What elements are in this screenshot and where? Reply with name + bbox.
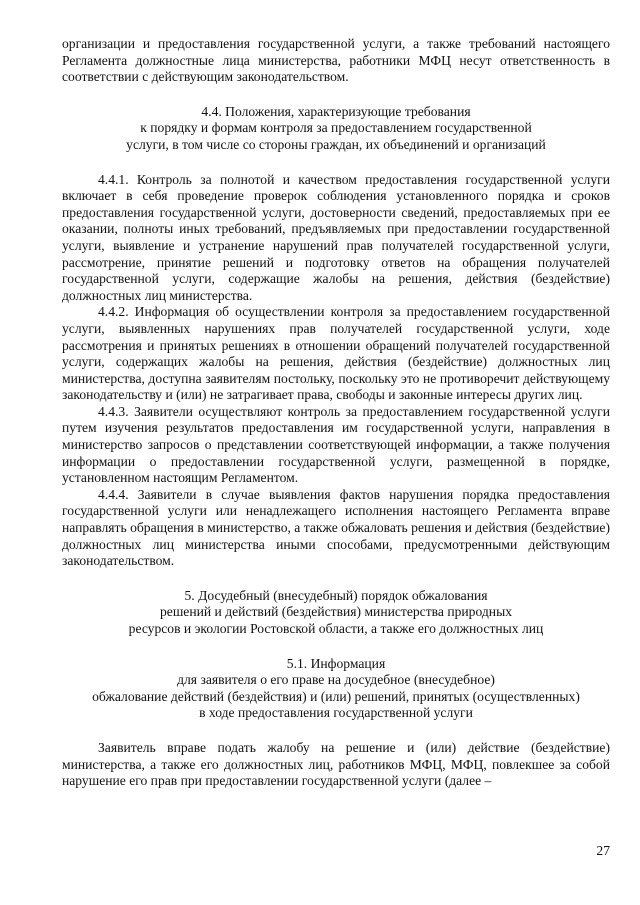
heading-line: 5. Досудебный (внесудебный) порядок обжалования [184, 587, 488, 603]
heading-line: услуги, в том числе со стороны граждан, их объединений и организаций [126, 136, 546, 152]
page-number: 27 [596, 843, 610, 858]
paragraph-4-4-1: 4.4.1. Контроль за полнотой и качеством предоставления государственной услуги включает в себя проведение проверок соблюдения установленного порядка и сроков предоставления государственной услуги, достоверности сведений, предоставляемых при ее оказании, полноты иных требований, предъявляемых при предоставлении государственной услуги, выявление и устранение нарушений прав получателей государственной услуги, рассмотрение, принятие решений и подготовку ответов на обращения получателей государственной услуги, содержащие жалобы на решения, действия (бездействие) должностных лиц министерства. [62, 171, 610, 303]
spacer [62, 86, 610, 104]
section-5-1-heading [62, 656, 610, 722]
heading-line: 5.1. Информация [286, 655, 386, 671]
spacer [62, 154, 610, 172]
intro-paragraph: организации и предоставления государственной услуги, а также требований настоящего Регламента должностные лица министерства, работники МФЦ несут ответственность в соответствии с действующим законодательством. [62, 36, 610, 85]
heading-line: в ходе предоставления государственной услуги [199, 705, 473, 721]
heading-line: ресурсов и экологии Ростовской области, а также его должностных лиц [128, 621, 544, 636]
paragraph-4-4-2: 4.4.2. Информация об осуществлении контроля за предоставлением государственной услуги, выявленных нарушениях прав получателей государственной услуги, ходе рассмотрения и принятых решениях в отношении обращений получателей государственной услуги, содержащих жалобы на решения, действия (бездействие) должностных лиц министерства, доступна заявителям постольку, поскольку это не противоречит действующему законодательству и (или) не затрагивает права, свободы и законные интересы других лиц. [62, 304, 610, 403]
heading-line: решений и действий (бездействия) министерства природных [160, 604, 512, 620]
spacer [62, 570, 610, 588]
heading-line: к порядку и формам контроля за предоставлением государственной [140, 120, 532, 136]
heading-line: обжалование действий (бездействия) и (или) решений, принятых (осуществленных) [92, 688, 580, 704]
spacer [62, 638, 610, 656]
section-5-heading [62, 588, 610, 638]
spacer [62, 722, 610, 740]
heading-line: 4.4. Положения, характеризующие требования [201, 103, 471, 119]
paragraph-5-1: Заявитель вправе подать жалобу на решение и (или) действие (бездействие) министерства, а также его должностных лиц, работников МФЦ, МФЦ, повлекшее за собой нарушение его прав при предоставлении государственной услуги (далее – [62, 739, 610, 789]
section-4-4-heading [62, 104, 610, 154]
document-page [62, 36, 610, 790]
paragraph-4-4-4: 4.4.4. Заявители в случае выявления фактов нарушения порядка предоставления государственной услуги или ненадлежащего исполнения настоящего Регламента вправе направлять обращения в министерство, а также обжаловать решения и действия (бездействие) должностных лиц министерства иными способами, предусмотренными действующим законодательством. [62, 486, 610, 569]
heading-line: для заявителя о его праве на досудебное (внесудебное) [177, 672, 495, 688]
paragraph-4-4-3: 4.4.3. Заявители осуществляют контроль за предоставлением государственной услуги путем изучения результатов предоставления им государственной услуги, направления в министерство запросов о представлении соответствующей информации, а также получения информации о предоставлении государственной услуги, размещенной в порядке, установленном настоящим Регламентом. [62, 403, 610, 486]
